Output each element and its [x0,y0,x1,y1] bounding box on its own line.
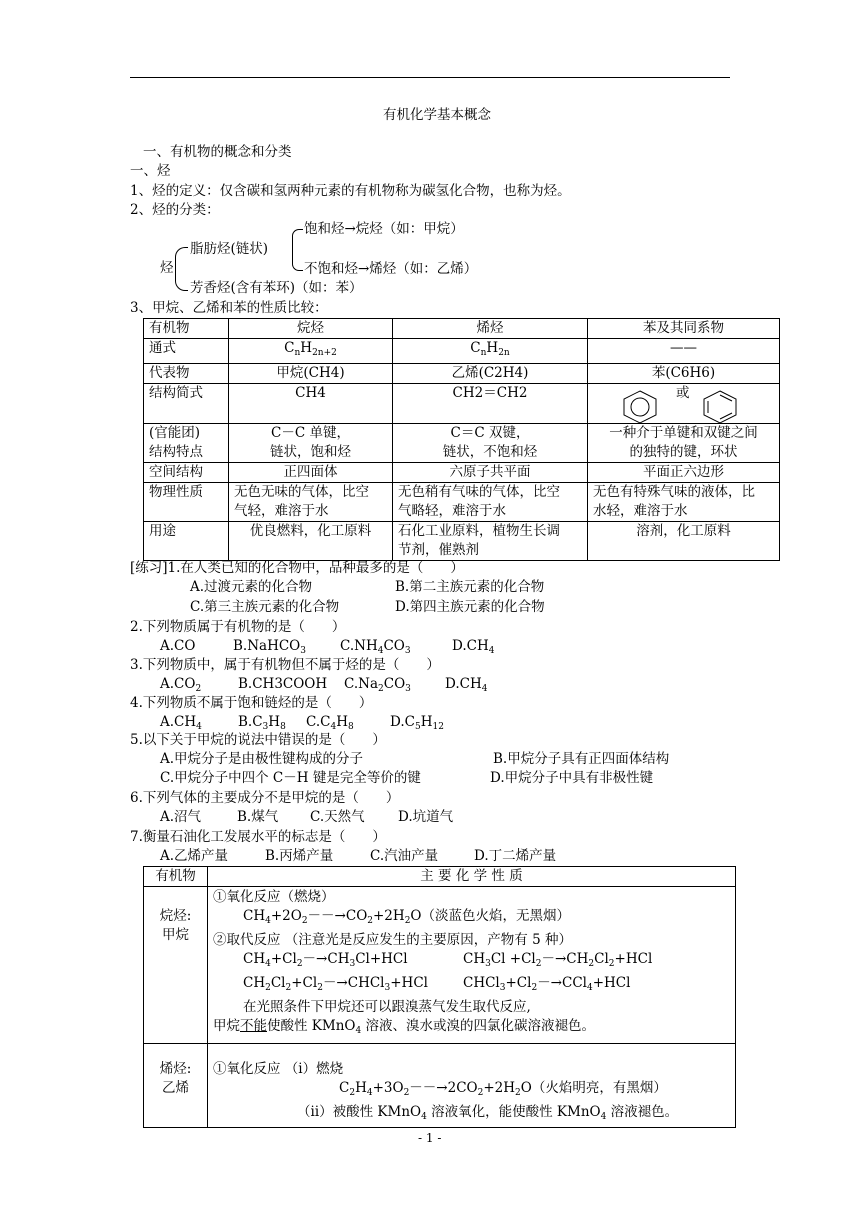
table-cell: 用途 [144,522,229,561]
exercise-option: $A.CH_4$ [160,714,202,732]
subsection-heading: 一、烃 [130,163,171,179]
tree-brace-inner [292,229,303,271]
table-cell: (官能团) 结构特点 [144,424,229,463]
table-cell: 代表物 [144,364,229,384]
table-row [144,339,780,364]
alkene-general-formula: $C_nH_{2n}$ [393,339,588,364]
table-row [144,522,780,561]
exercise-question: 3.下列物质中，属于有机物但不属于烃的是（ ） [130,657,440,673]
methane-kmno4-note: 甲烷不能使酸性 KMnO$_4$ 溶液、溴水或溴的四氯化碳溶液褪色。 [213,1018,595,1036]
tree-aromatic: 芳香烃(含有苯环)（如：苯） [190,280,363,296]
exercise-option: C.甲烷分子中四个 C－H 键是完全等价的键 [160,770,421,786]
table-cell: 结构简式 [144,384,229,424]
table-cell: 无色稍有气味的气体，比空 气略轻，难溶于水 [393,483,588,522]
exercise-option: A.过渡元素的化合物 [190,579,313,595]
table-cell: 空间结构 [144,463,229,483]
exercise-question: 5.以下关于甲烷的说法中错误的是（ ） [130,732,386,748]
exercise-option: A.CO [160,638,196,654]
table-header: 有机物 [144,319,229,339]
benzene-ring-circle-icon [622,390,658,424]
exercise-option: $C.C_4H_8$ [306,714,354,732]
table-row [144,887,736,1044]
table-cell: 烷烃: 甲烷 [144,887,208,1044]
table-cell: 正四面体 [229,463,393,483]
header-rule [130,77,730,78]
table-cell: 无色有特殊气味的液体，比 水轻，难溶于水 [588,483,780,522]
table-header: 有机物 [144,867,208,887]
table-row [144,319,780,339]
exercise-option: $C.NH_4CO_3$ [340,638,411,656]
benzene-structure-cell [588,384,780,424]
exercise-option: $D.CH_4$ [452,638,495,656]
table-cell: 平面正六边形 [588,463,780,483]
tree-root: 烃 [160,260,174,276]
table-cell: 物理性质 [144,483,229,522]
exercise-option: B.NaHCO$_3$ [233,638,306,656]
table-row [144,867,736,887]
exercise-option: $B.C_3H_8$ [238,714,286,732]
table-row [144,483,780,522]
alkane-general-formula: $C_nH_{2n+2}$ [229,339,393,364]
table-cell: 石化工业原料，植物生长调 节剂，催熟剂 [393,522,588,561]
exercise-option: C.第三主族元素的化合物 [190,599,340,615]
table-cell: 优良燃料，化工原料 [229,522,393,561]
exercise-option: B.CH3COOH [238,676,328,692]
table-header: 主 要 化 学 性 质 [208,867,736,887]
table-cell: C＝C 双键， 链状，不饱和烃 [393,424,588,463]
exercise-option: $A.CO_2$ [160,676,202,694]
exercise-option: C.汽油产量 [370,848,439,864]
table-row [144,424,780,463]
exercise-option: D.丁二烯产量 [474,848,557,864]
table-row [144,384,780,424]
ethylene-combustion-equation: $C_2H_4+3O_2--\to 2CO_2+2H_2O$（火焰明亮，有黑烟） [339,1080,667,1098]
classification-heading: 2、烃的分类： [130,202,220,218]
exercise-option: A.乙烯产量 [160,848,229,864]
section-heading: 一、有机物的概念和分类 [143,144,292,160]
benzene-ring-kekule-icon [702,390,738,424]
exercise-option: A.甲烷分子是由极性键构成的分子 [160,751,364,767]
table-cell: 六原子共平面 [393,463,588,483]
exercise-question: 2.下列物质属于有机物的是（ ） [130,619,346,635]
exercise-option: B.煤气 [237,809,279,825]
exercise-option: B.丙烯产量 [265,848,334,864]
table-header: 烯烃 [393,319,588,339]
table-cell: 溶剂，化工原料 [588,522,780,561]
tree-aliphatic: 脂肪烃(链状) [190,241,269,257]
table-cell: 乙烯(C2H4) [393,364,588,384]
exercise-option: D.第四主族元素的化合物 [395,599,545,615]
tree-saturated: 饱和烃→烷烃（如：甲烷） [304,221,464,237]
exercise-question: [练习]1.在人类已知的化合物中，品种最多的是（ ） [130,560,464,576]
combustion-equation: $CH_4+2O_2--\to CO_2+2H_2O$（淡蓝色火焰，无黑烟） [243,908,570,926]
exercise-option: A.沼气 [160,809,202,825]
exercise-option: D.甲烷分子中具有非极性键 [490,770,654,786]
exercise-question: 4.下列物质不属于饱和链烃的是（ ） [130,695,373,711]
exercise-question: 6.下列气体的主要成分不是甲烷的是（ ） [130,790,400,806]
table-header: 烷烃 [229,319,393,339]
exercise-option: $D.CH_4$ [445,676,488,694]
substitution-equation-row: $CH_2Cl_2+Cl_2-\to CHCl_3+HCl$ $CHCl_3+Cl_2-\to CCl_4+HCl$ [243,975,631,993]
table-cell: —— [588,339,780,364]
table-cell: 甲烷(CH4) [229,364,393,384]
table-cell: 苯(C6H6) [588,364,780,384]
exercise-option: $C.Na_2CO_3$ [344,676,411,694]
page-number: - 1 - [418,1131,442,1145]
table-header: 苯及其同系物 [588,319,780,339]
comparison-table [143,318,780,561]
table-cell: 烯烃: 乙烯 [144,1044,208,1128]
table-row [144,463,780,483]
exercise-question: 7.衡量石油化工发展水平的标志是（ ） [130,829,386,845]
comparison-heading: 3、甲烷、乙烯和苯的性质比较： [130,300,328,316]
ethylene-properties-cell: ①氧化反应 （ⅰ）燃烧 $C_2H_4+3O_2--\to 2CO_2+2H_2O$（火焰明亮，有黑烟） （ⅱ）被酸性 KMnO$_4$ 溶液氧化，能使酸性 KMnO$_4$ 溶液褪色。 [208,1044,736,1128]
table-cell: CH4 [229,384,393,424]
substitution-equation-row: $CH_4+Cl_2-\to CH_3Cl+HCl$ $CH_3Cl +Cl_2-\to CH_2Cl_2+HCl$ [243,951,653,969]
table-cell: C－C 单键， 链状，饱和烃 [229,424,393,463]
exercise-option: D.坑道气 [398,809,454,825]
exercise-option: B.甲烷分子具有正四面体结构 [493,751,670,767]
table-cell: 通式 [144,339,229,364]
methane-properties-cell: ①氧化反应（燃烧） $CH_4+2O_2--\to CO_2+2H_2O$（淡蓝色火焰，无黑烟） ②取代反应 （注意光是反应发生的主要原因，产物有 5 种） $CH_4+Cl_2-\to CH_3Cl+HCl$ $CH_3Cl +Cl_2-\to CH_2Cl_2+HCl$ $CH_2Cl_2+Cl_2-\to CHCl_3+HCl$ $CHCl_3+Cl_2-\to CCl_4+HCl$ 在光照条件下甲烷还可以跟溴蒸气发生取代反应, 甲烷不能使酸性 KMnO$_4$ 溶液、溴水或溴的四氯化碳溶液褪色。 [208,887,736,1044]
table-cell: CH2＝CH2 [393,384,588,424]
tree-brace-outer [175,247,188,291]
exercise-option: $D.C_5H_{12}$ [390,714,444,732]
or-label: 或 [676,385,690,401]
table-cell: 一种介于单键和双键之间 的独特的键，环状 [588,424,780,463]
ethylene-kmno4-note: （ⅱ）被酸性 KMnO$_4$ 溶液氧化，能使酸性 KMnO$_4$ 溶液褪色。 [297,1104,679,1122]
table-row [144,364,780,384]
hydrocarbon-definition: 1、烃的定义：仅含碳和氢两种元素的有机物称为碳氢化合物，也称为烃。 [130,183,571,199]
exercise-option: C.天然气 [310,809,365,825]
chemical-properties-table [143,866,736,1128]
exercise-option: B.第二主族元素的化合物 [395,579,545,595]
table-cell: 无色无味的气体，比空 气轻，难溶于水 [229,483,393,522]
tree-unsaturated: 不饱和烃→烯烃（如：乙烯） [304,261,478,277]
table-row [144,1044,736,1128]
page-title: 有机化学基本概念 [383,107,491,123]
